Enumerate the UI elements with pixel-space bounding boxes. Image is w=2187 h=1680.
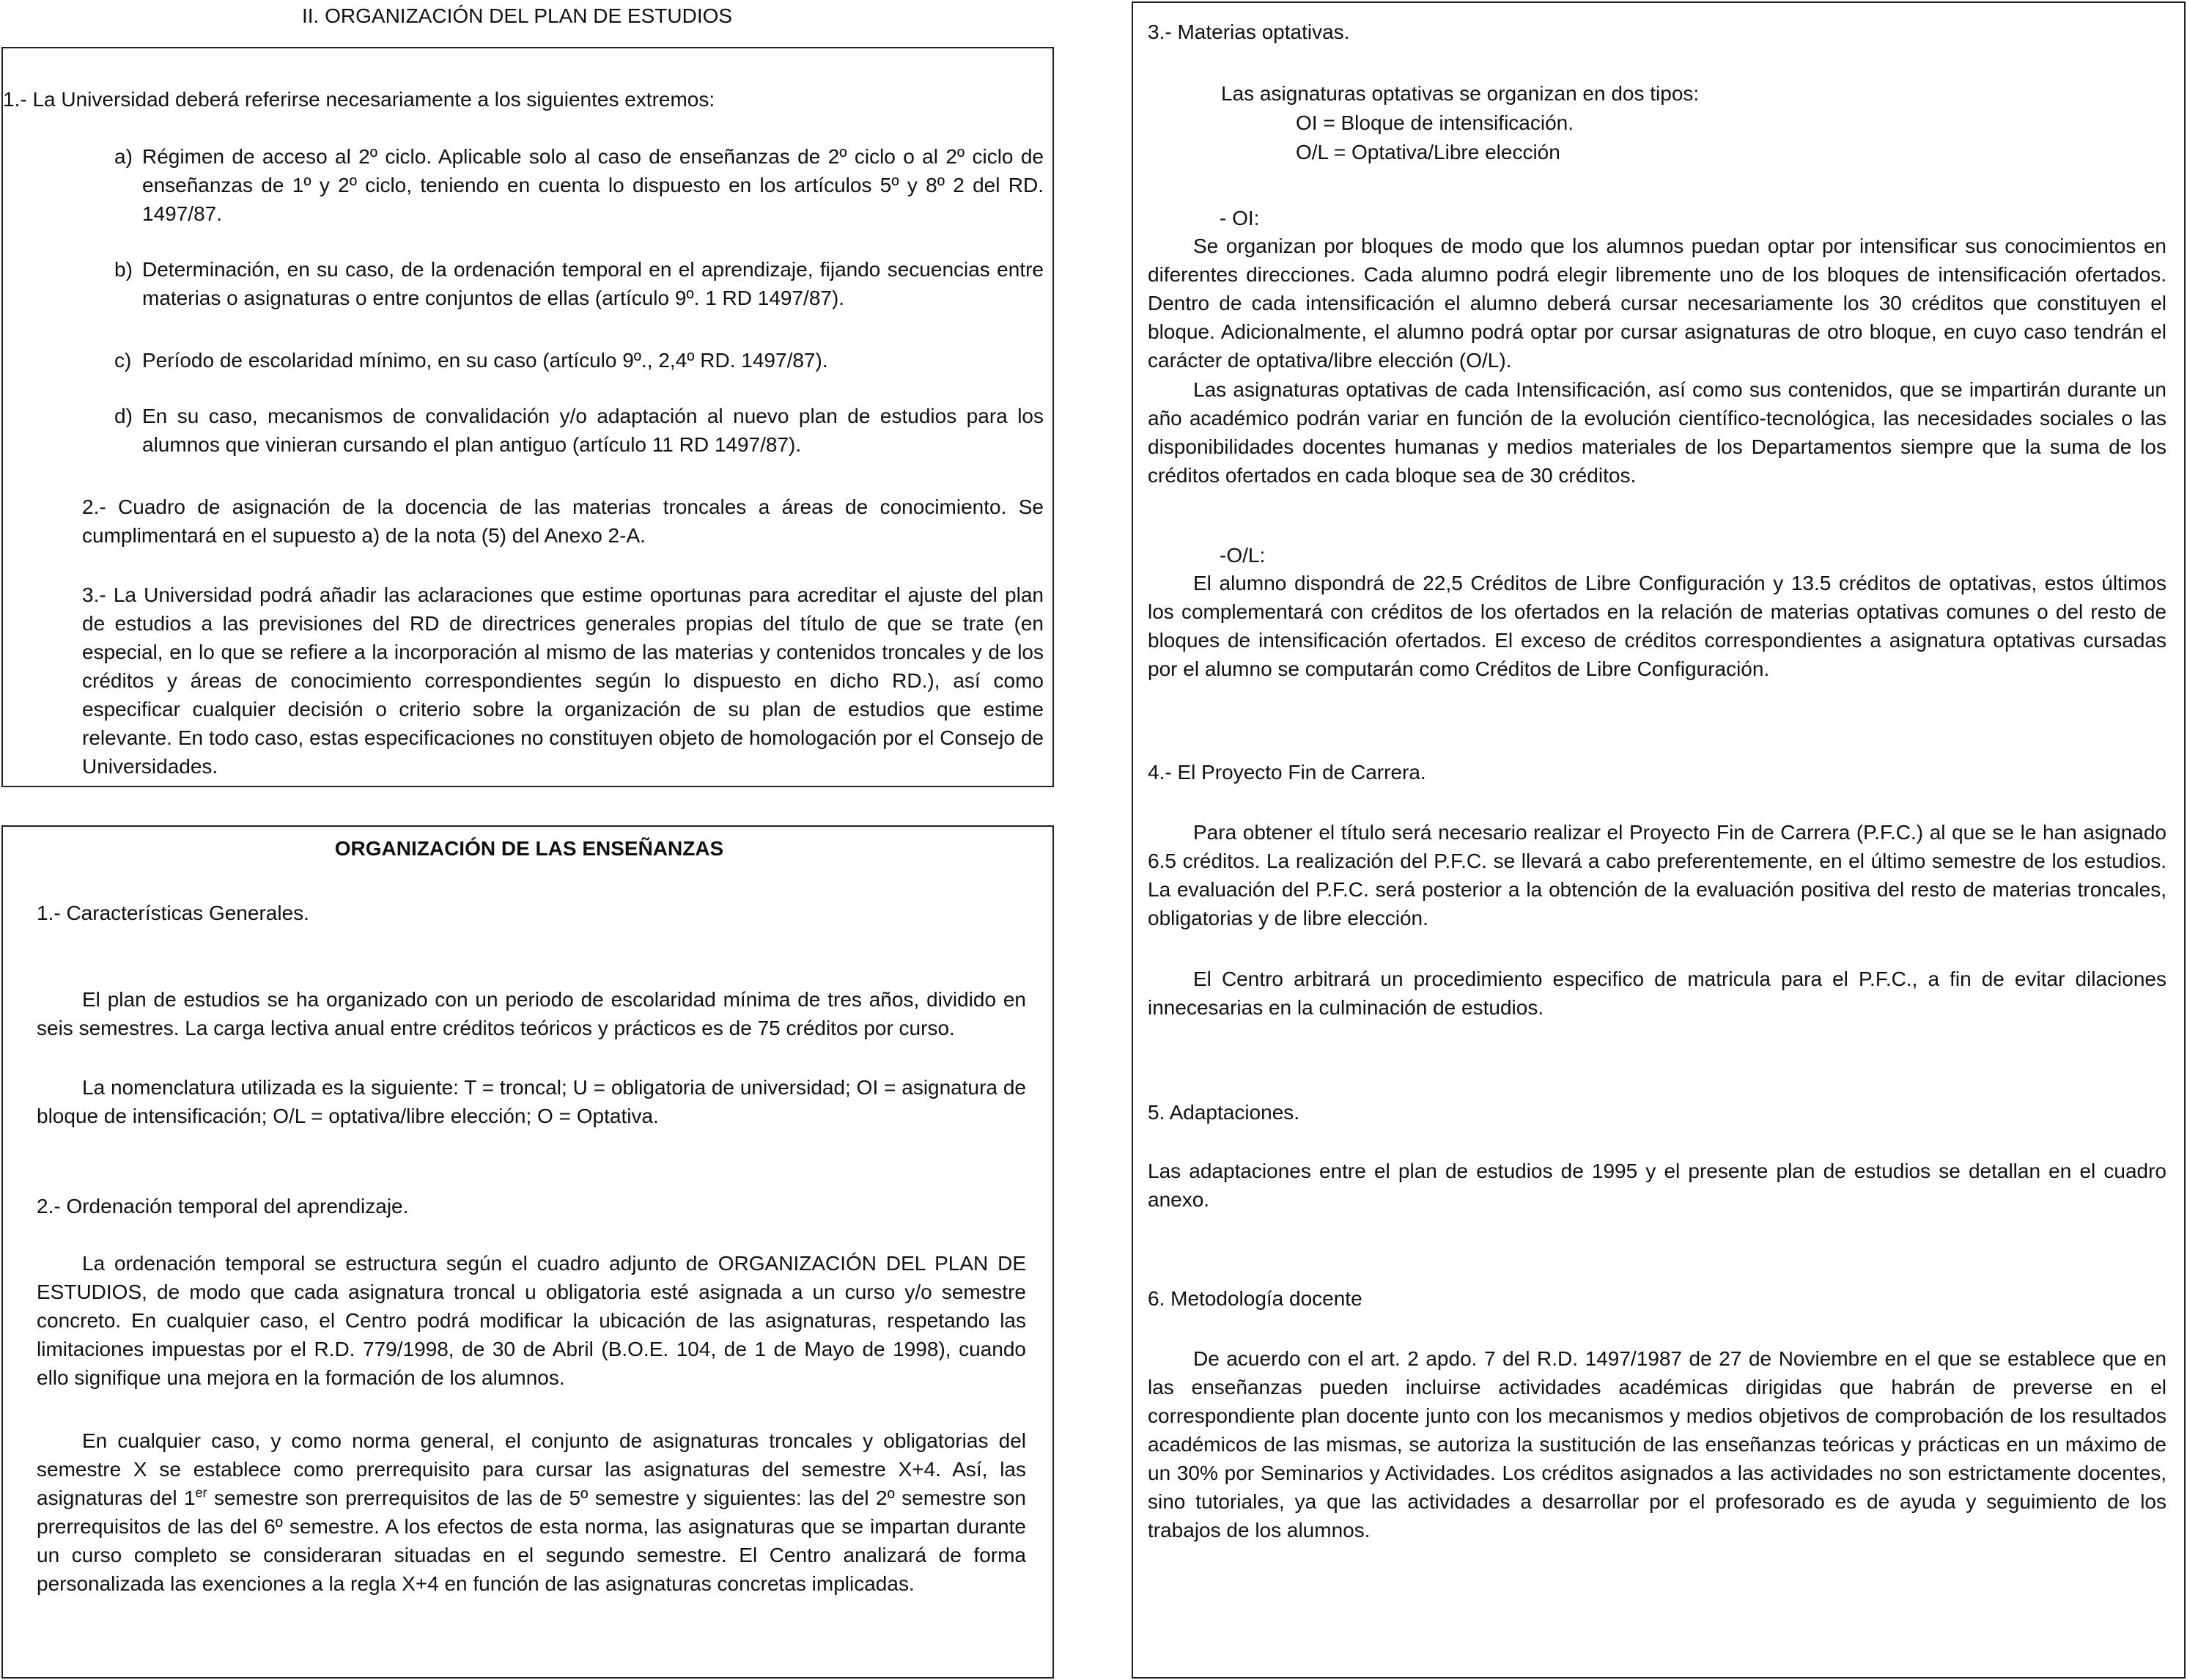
organization-box bbox=[1, 825, 1054, 1679]
ol-label: -O/L: bbox=[1220, 544, 1266, 567]
final-project-paragraph-1: Para obtener el título será necesario realizar el Proyecto Fin de Carrera (P.F.C.) al que se le han asignado 6.5 créditos. La realización del P.F.C. se llevará a cabo preferentemente, en el último semestre de los estudios. La evaluación del P.F.C. será posterior a la obtención de la evaluación positiva del resto de materias troncales, obligatorias y de libre elección. bbox=[1148, 821, 2166, 929]
temporal-order-heading: 2.- Ordenación temporal del aprendizaje. bbox=[37, 1195, 409, 1217]
section-heading: II. ORGANIZACIÓN DEL PLAN DE ESTUDIOS bbox=[302, 4, 733, 27]
methodology-paragraph: De acuerdo con el art. 2 apdo. 7 del R.D. 1497/1987 de 27 de Noviembre en el que se establece que en las enseñanzas pueden incluirse actividades académicas dirigidas que habrán de preverse en el correspondiente plan docente junto con los mecanismos y medios objetivos de comprobación de los resultados académicos de las mismas, se autoriza la sustitución de las enseñanzas teóricas y prácticas en un máximo de un 30% por Seminarios y Actividades. Los créditos asignados a las actividades no son estrictamente docentes, sino tutoriales, ya que las actividades a desarrollar por el profesorado es de ayuda y seguimiento de los trabajos de los alumnos. bbox=[1148, 1347, 2166, 1541]
requirement-item-c: c) Período de escolaridad mínimo, en su caso (artículo 9º., 2,4º RD. 1497/87). bbox=[114, 349, 828, 372]
methodology-heading: 6. Metodología docente bbox=[1148, 1287, 1362, 1310]
general-characteristics-paragraph-2: La nomenclatura utilizada es la siguiente: T = troncal; U = obligatoria de universidad; OI = asignatura de bloque de intensificación; O/L = optativa/libre elección; O = Optativa. bbox=[37, 1076, 1026, 1127]
requirement-item-b: b) Determinación, en su caso, de la ordenación temporal en el aprendizaje, fijando secuencias entre materias o asignaturas o entre conjuntos de ellas (artículo 9º. 1 RD 1497/87). bbox=[114, 258, 1044, 309]
requirement-item-a: a) Régimen de acceso al 2º ciclo. Aplicable solo al caso de enseñanzas de 2º ciclo o al 2º ciclo de enseñanzas de 1º y 2º ciclo, teniendo en cuenta lo dispuesto en los artículos 5º y 8º 2 del RD. 1497/87. bbox=[114, 145, 1044, 225]
optional-subjects-intro: Las asignaturas optativas se organizan en dos tipos: bbox=[1221, 82, 1700, 105]
requirement-item-d: d) En su caso, mecanismos de convalidación y/o adaptación al nuevo plan de estudios para los alumnos que vinieran cursando el plan antiguo (artículo 11 RD 1497/87). bbox=[114, 405, 1044, 456]
requirements-intro: 1.- La Universidad deberá referirse necesariamente a los siguientes extremos: bbox=[3, 88, 715, 111]
oi-paragraph-1: Se organizan por bloques de modo que los alumnos puedan optar por intensificar sus conocimientos en diferentes direcciones. Cada alumno podrá elegir libremente uno de los bloques de intensificación ofertados. Dentro de cada intensificación el alumno deberá cursar necesariamente los 30 créditos que constituyen el bloque. Adicionalmente, el alumno podrá optar por cursar asignaturas de otro bloque, en cuyo caso tendrán el carácter de optativa/libre elección (O/L). bbox=[1148, 235, 2166, 372]
right-column-box bbox=[1132, 1, 2186, 1679]
general-characteristics-paragraph-1: El plan de estudios se ha organizado con un periodo de escolaridad mínima de tres años, dividido en seis semestres. La carga lectiva anual entre créditos teóricos y prácticos es de 75 créditos por curso. bbox=[37, 988, 1026, 1039]
temporal-order-paragraph-1: La ordenación temporal se estructura según el cuadro adjunto de ORGANIZACIÓN DEL PLAN DE ESTUDIOS, de modo que cada asignatura troncal u obligatoria esté asignada a un curso y/o semestre concreto. En cualquier caso, el Centro podrá modificar la ubicación de las asignaturas, respetando las limitaciones impuestas por el R.D. 779/1998, de 30 de Abril (B.O.E. 104, de 1 de Mayo de 1998), cuando ello signifique una mejora en la formación de los alumnos. bbox=[37, 1252, 1026, 1389]
requirements-box bbox=[1, 47, 1054, 787]
requirements-paragraph-2: 2.- Cuadro de asignación de la docencia de las materias troncales a áreas de conocimiento. Se cumplimentará en el supuesto a) de la nota (5) del Anexo 2-A. bbox=[82, 495, 1044, 547]
final-project-heading: 4.- El Proyecto Fin de Carrera. bbox=[1148, 761, 1426, 784]
general-characteristics-heading: 1.- Características Generales. bbox=[37, 902, 309, 924]
optional-subjects-heading: 3.- Materias optativas. bbox=[1148, 21, 1350, 43]
oi-paragraph-2: Las asignaturas optativas de cada Intensificación, así como sus contenidos, que se impartirán durante un año académico podrán variar en función de la evolución científico-tecnológica, las necesidades sociales o las disponibilidades docentes humanas y medios materiales de los Departamentos siempre que la suma de los créditos ofertados en cada bloque sea de 30 créditos. bbox=[1148, 378, 2166, 487]
oi-label: - OI: bbox=[1220, 207, 1260, 229]
ol-paragraph-1: El alumno dispondrá de 22,5 Créditos de Libre Configuración y 13.5 créditos de optativas, estos últimos los complementará con créditos de los ofertados en la relación de materias optativas comunes o del resto de bloques de intensificación ofertados. El exceso de créditos correspondientes a asignatura optativas cursadas por el alumno se computarán como Créditos de Libre Configuración. bbox=[1148, 572, 2166, 680]
adaptations-paragraph: Las adaptaciones entre el plan de estudios de 1995 y el presente plan de estudios se detallan en el cuadro anexo. bbox=[1148, 1160, 2166, 1211]
requirements-paragraph-3: 3.- La Universidad podrá añadir las aclaraciones que estime oportunas para acreditar el ajuste del plan de estudios a las previsiones del RD de directrices generales propias del título de que se trate (en especial, en lo que se refiere a la incorporación al mismo de las materias y contenidos troncales y de los créditos y áreas de conocimiento correspondientes según lo dispuesto en dicho RD.), así como especificar cualquier decisión o criterio sobre la organización de su plan de estudios que estime relevante. En todo caso, estas especificaciones no constituyen objeto de homologación por el Consejo de Universidades. bbox=[82, 583, 1044, 778]
optional-type-oi: OI = Bloque de intensificación. bbox=[1296, 111, 1574, 134]
temporal-order-paragraph-2: En cualquier caso, y como norma general, el conjunto de asignaturas troncales y obligatorias del semestre X se establece como prerrequisito para cursar las asignaturas del semestre X+4. Así, las asignaturas del 1er semestre son prerrequisitos de las de 5º semestre y siguientes: las del 2º semestre son prerrequisitos de las del 6º semestre. A los efectos de esta norma, las asignaturas que se impartan durante un curso completo se consideraran situadas en el segundo semestre. El Centro analizará de forma personalizada las exenciones a la regla X+4 en función de las asignaturas concretas implicadas. bbox=[37, 1429, 1026, 1595]
organization-title: ORGANIZACIÓN DE LAS ENSEÑANZAS bbox=[334, 837, 724, 860]
optional-type-ol: O/L = Optativa/Libre elección bbox=[1296, 141, 1560, 163]
adaptations-heading: 5. Adaptaciones. bbox=[1148, 1101, 1300, 1124]
final-project-paragraph-2: El Centro arbitrará un procedimiento especifico de matricula para el P.F.C., a fin de evitar dilaciones innecesarias en la culminación de estudios. bbox=[1148, 968, 2166, 1019]
